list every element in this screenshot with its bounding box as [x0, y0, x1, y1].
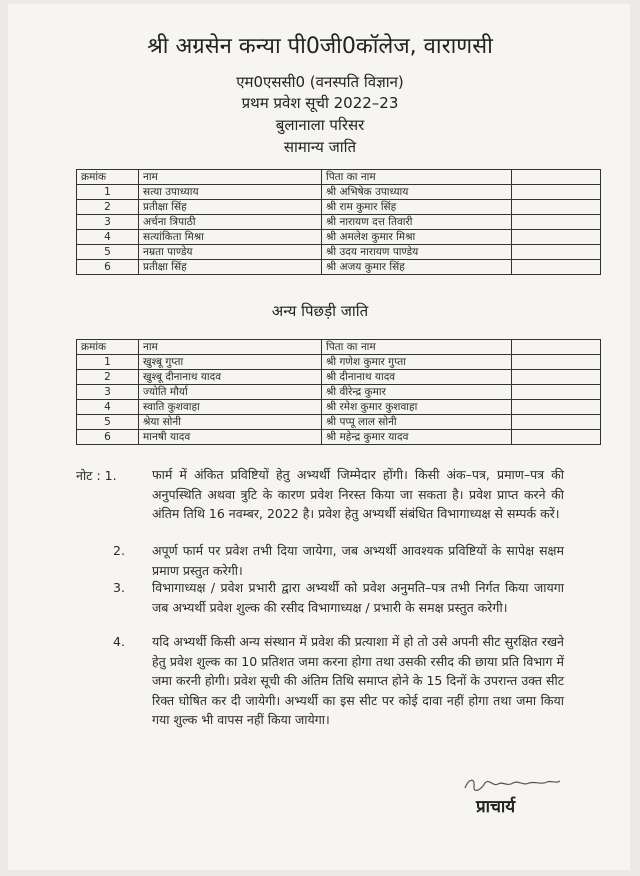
course-title: एम0एससी0 (वनस्पति विज्ञान) — [236, 73, 404, 91]
serial-cell: 2 — [77, 200, 139, 215]
name-cell: मानषी यादव — [139, 430, 322, 445]
principal-title: प्राचार्य — [476, 797, 516, 817]
blank-cell — [512, 215, 601, 230]
blank-cell — [512, 430, 601, 445]
table-row — [77, 370, 601, 385]
campus-name: बुलानाला परिसर — [275, 116, 365, 134]
category-obc-heading: अन्य पिछड़ी जाति — [271, 302, 369, 320]
obc-admission-table — [76, 339, 601, 445]
table-header-row — [77, 340, 601, 355]
father-name-cell: श्री अभिषेक उपाध्याय — [322, 185, 512, 200]
father-name-cell: श्री नारायण दत्त तिवारी — [322, 215, 512, 230]
serial-cell: 5 — [77, 245, 139, 260]
name-cell: अर्चना त्रिपाठी — [139, 215, 322, 230]
blank-cell — [512, 355, 601, 370]
name-column-header: नाम — [139, 340, 322, 355]
note-item-4: यदि अभ्यर्थी किसी अन्य संस्थान में प्रवेश की प्रत्याशा में हो तो उसे अपनी सीट सुरक्षित रखने हेतु प्रवेश शुल्क का 10 प्रतिशत जमा करना होगा तथा उसकी रसीद की छाया प्रति विभाग में जमा करनी होगी। प्रवेश सूची की अंतिम तिथि समाप्त होने के 15 दिनों के उपरान्त उक्त सीट रिक्त घोषित कर दी जायेगी। अभ्यर्थी का इस सीट पर कोई दावा नहीं होगा तथा जमा किया गया शुल्क भी वापस नहीं किया जायेगा। — [152, 634, 564, 727]
serial-cell: 4 — [77, 400, 139, 415]
note-number-4: 4. — [113, 634, 125, 649]
name-cell: प्रतीक्षा सिंह — [139, 200, 322, 215]
name-cell: श्रेया सोनी — [139, 415, 322, 430]
serial-cell: 3 — [77, 385, 139, 400]
blank-cell — [512, 185, 601, 200]
list-title: प्रथम प्रवेश सूची 2022–23 — [241, 94, 399, 112]
father-name-column-header: पिता का नाम — [322, 170, 512, 185]
name-cell: सत्या उपाध्याय — [139, 185, 322, 200]
serial-cell: 6 — [77, 430, 139, 445]
general-admission-table — [76, 169, 601, 275]
blank-cell — [512, 370, 601, 385]
table-row — [77, 430, 601, 445]
blank-cell — [512, 260, 601, 275]
note-number-2: 2. — [113, 543, 125, 558]
blank-cell — [512, 245, 601, 260]
note-item-3: विभागाध्यक्ष / प्रवेश प्रभारी द्वारा अभ्यर्थी को प्रवेश अनुमति–पत्र तभी निर्गत किया जायगा जब अभ्यर्थी प्रवेश शुल्क की रसीद विभागाध्यक्ष / प्रभारी के समक्ष प्रस्तुत करेगी। — [152, 580, 564, 615]
serial-cell: 1 — [77, 355, 139, 370]
father-name-column-header: पिता का नाम — [322, 340, 512, 355]
father-name-cell: श्री वीरेन्द्र कुमार — [322, 385, 512, 400]
notes-label: नोट : 1. — [76, 468, 117, 483]
category-general-heading: सामान्य जाति — [283, 138, 357, 156]
serial-cell: 2 — [77, 370, 139, 385]
table-row — [77, 245, 601, 260]
name-cell: ज्योति मौर्या — [139, 385, 322, 400]
table-row — [77, 400, 601, 415]
blank-cell — [512, 400, 601, 415]
note-item-2: अपूर्ण फार्म पर प्रवेश तभी दिया जायेगा, जब अभ्यर्थी आवश्यक प्रविष्टियों के सापेक्ष सक्षम प्रमाण प्रस्तुत करेगी। — [152, 543, 564, 578]
name-cell: प्रतीक्षा सिंह — [139, 260, 322, 275]
blank-cell — [512, 230, 601, 245]
serial-cell: 1 — [77, 185, 139, 200]
name-cell: सत्यांकिता मिश्रा — [139, 230, 322, 245]
table-row — [77, 185, 601, 200]
note-number-3: 3. — [113, 580, 125, 595]
father-name-cell: श्री रमेश कुमार कुशवाहा — [322, 400, 512, 415]
table-row — [77, 415, 601, 430]
father-name-cell: श्री पप्पू लाल सोनी — [322, 415, 512, 430]
table-header-row — [77, 170, 601, 185]
father-name-cell: श्री उदय नारायण पाण्डेय — [322, 245, 512, 260]
father-name-cell: श्री महेन्द्र कुमार यादव — [322, 430, 512, 445]
blank-cell — [512, 415, 601, 430]
table-row — [77, 215, 601, 230]
serial-cell: 5 — [77, 415, 139, 430]
college-name: श्री अग्रसेन कन्या पी0जी0कॉलेज, वाराणसी — [147, 34, 493, 59]
name-cell: स्वाति कुशवाहा — [139, 400, 322, 415]
table-row — [77, 230, 601, 245]
blank-cell — [512, 385, 601, 400]
blank-column-header — [512, 340, 601, 355]
serial-cell: 6 — [77, 260, 139, 275]
name-column-header: नाम — [139, 170, 322, 185]
serial-column-header: क्रमांक — [77, 340, 139, 355]
name-cell: खुश्बू दीनानाथ यादव — [139, 370, 322, 385]
table-row — [77, 200, 601, 215]
serial-cell: 3 — [77, 215, 139, 230]
name-cell: नम्रता पाण्डेय — [139, 245, 322, 260]
father-name-cell: श्री गणेश कुमार गुप्ता — [322, 355, 512, 370]
table-row — [77, 355, 601, 370]
blank-column-header — [512, 170, 601, 185]
handwritten-signature — [463, 775, 563, 793]
father-name-cell: श्री राम कुमार सिंह — [322, 200, 512, 215]
serial-column-header: क्रमांक — [77, 170, 139, 185]
serial-cell: 4 — [77, 230, 139, 245]
name-cell: खुश्बू गुप्ता — [139, 355, 322, 370]
blank-cell — [512, 200, 601, 215]
father-name-cell: श्री अजय कुमार सिंह — [322, 260, 512, 275]
table-row — [77, 260, 601, 275]
father-name-cell: श्री दीनानाथ यादव — [322, 370, 512, 385]
table-row — [77, 385, 601, 400]
note-item-1: फार्म में अंकित प्रविष्टियों हेतु अभ्यर्थी जिम्मेदार होंगी। किसी अंक–पत्र, प्रमाण–पत्र की अनुपस्थिति अथवा त्रुटि के कारण प्रवेश निरस्त किया जा सकता है। प्रवेश प्राप्त करने की अंतिम तिथि 16 नवम्बर, 2022 है। प्रवेश हेतु अभ्यर्थी संबंधित विभागाध्यक्ष से सम्पर्क करें। — [152, 467, 564, 521]
father-name-cell: श्री अमलेश कुमार मिश्रा — [322, 230, 512, 245]
